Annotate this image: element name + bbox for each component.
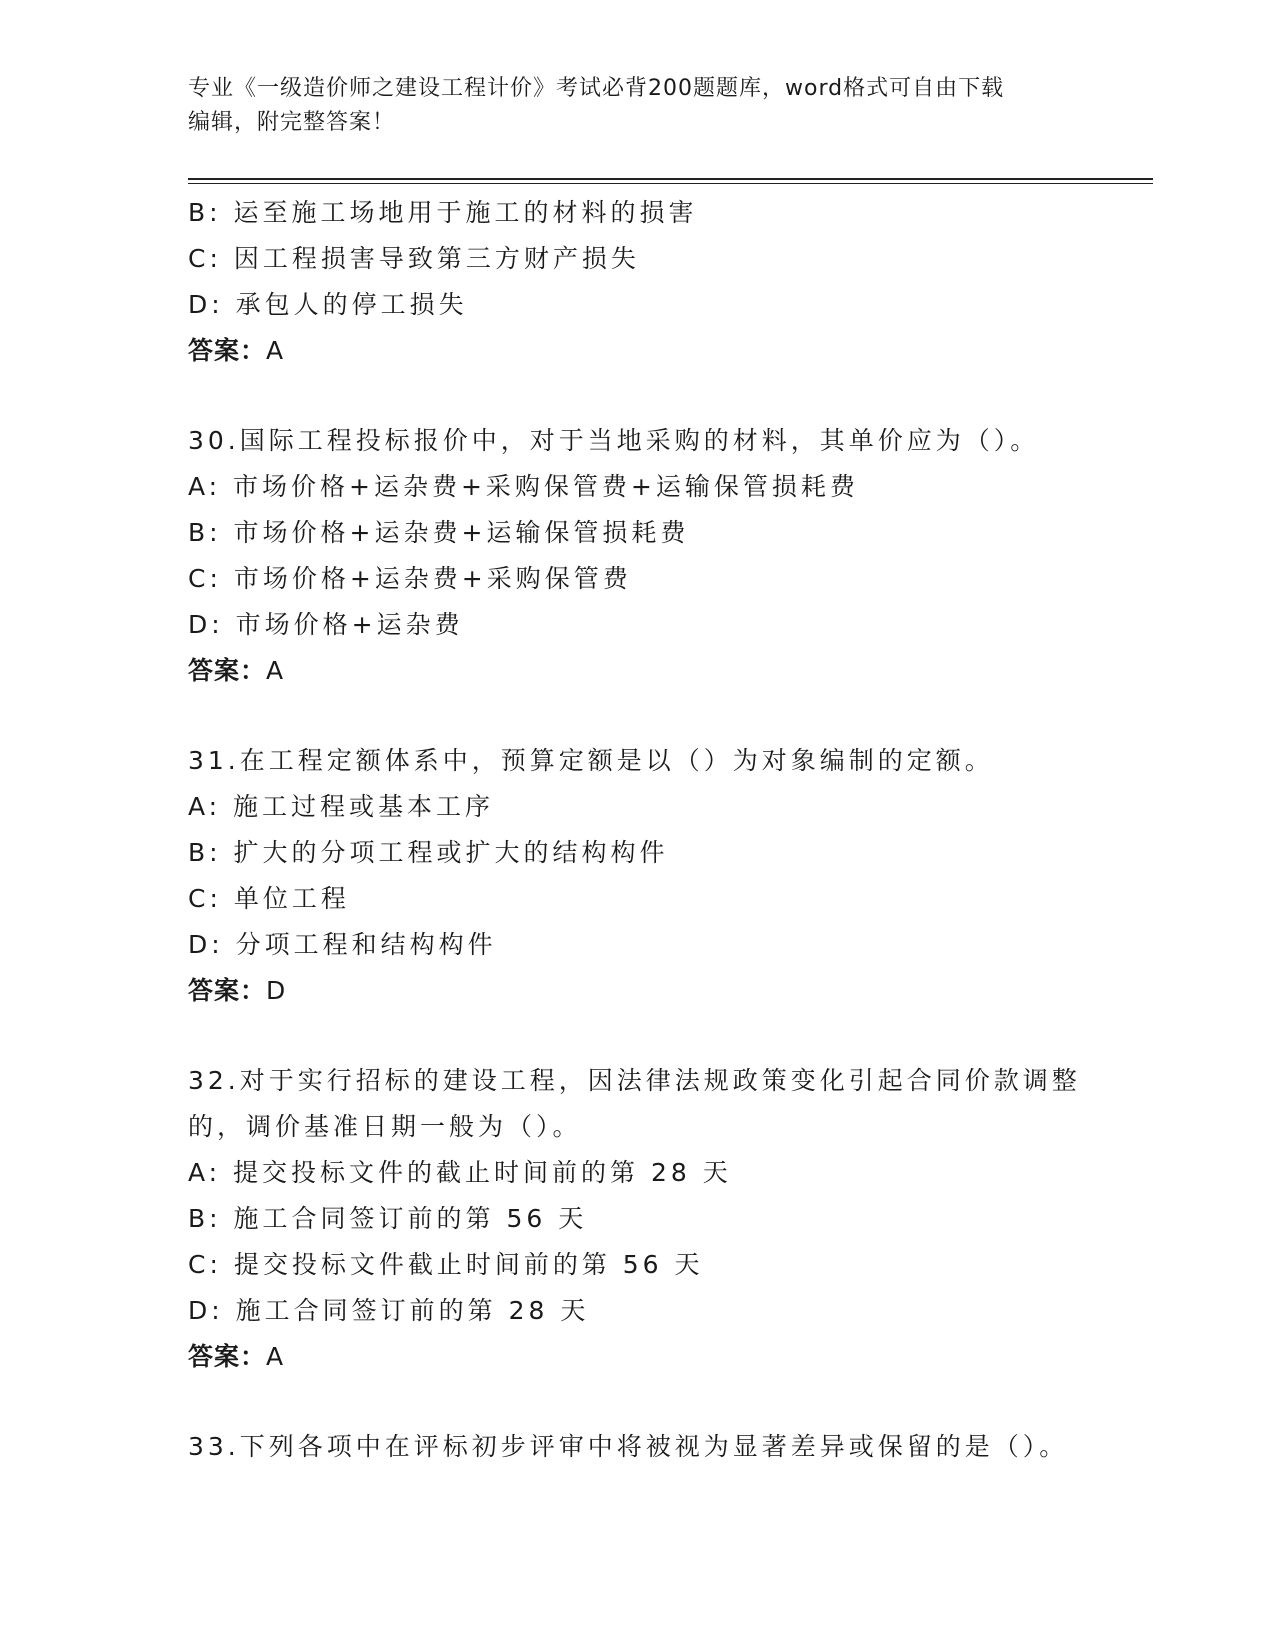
document-header (188, 72, 1088, 140)
question-stem: 30.国际工程投标报价中，对于当地采购的材料，其单价应为（）。 (188, 426, 1040, 455)
answer-value: A (266, 336, 285, 365)
question-31 (188, 738, 1088, 1014)
option-b: B: 市场价格+运杂费+运输保管损耗费 (188, 518, 690, 547)
question-30 (188, 418, 1088, 694)
header-title-line-2: 编辑，附完整答案！ (188, 110, 396, 135)
answer-line (188, 328, 1088, 374)
option-b: B: 运至施工场地用于施工的材料的损害 (188, 198, 698, 227)
option-a: A: 施工过程或基本工序 (188, 792, 495, 821)
answer-label: 答案： (188, 1342, 267, 1371)
answer-value: A (266, 656, 285, 685)
option-a: A: 提交投标文件的截止时间前的第 28 天 (188, 1158, 732, 1187)
document-body (188, 190, 1088, 1470)
answer-line (188, 648, 1088, 694)
option-c: C: 市场价格+运杂费+采购保管费 (188, 564, 632, 593)
answer-value: D (266, 976, 287, 1005)
question-29-continued (188, 190, 1088, 374)
option-c: C: 因工程损害导致第三方财产损失 (188, 244, 640, 273)
question-32 (188, 1058, 1088, 1380)
answer-line (188, 968, 1088, 1014)
option-d: D: 分项工程和结构构件 (188, 930, 497, 959)
option-d: D: 施工合同签订前的第 28 天 (188, 1296, 590, 1325)
header-divider-thin (188, 183, 1153, 184)
option-d: D: 市场价格+运杂费 (188, 610, 464, 639)
answer-label: 答案： (188, 976, 267, 1005)
answer-label: 答案： (188, 336, 267, 365)
option-c: C: 提交投标文件截止时间前的第 56 天 (188, 1250, 704, 1279)
question-stem: 31.在工程定额体系中，预算定额是以（）为对象编制的定额。 (188, 746, 994, 775)
question-stem: 33.下列各项中在评标初步评审中将被视为显著差异或保留的是（）。 (188, 1432, 1069, 1461)
answer-value: A (266, 1342, 285, 1371)
option-d: D: 承包人的停工损失 (188, 290, 468, 319)
option-b: B: 施工合同签订前的第 56 天 (188, 1204, 588, 1233)
question-stem-line-2: 的，调价基准日期一般为（）。 (188, 1112, 582, 1141)
option-c: C: 单位工程 (188, 884, 350, 913)
option-b: B: 扩大的分项工程或扩大的结构构件 (188, 838, 669, 867)
header-divider-thick (188, 178, 1153, 180)
answer-line (188, 1334, 1088, 1380)
header-title-line-1: 专业《一级造价师之建设工程计价》考试必背200题题库，word格式可自由下载 (188, 76, 1005, 101)
option-a: A: 市场价格+运杂费+采购保管费+运输保管损耗费 (188, 472, 859, 501)
answer-label: 答案： (188, 656, 267, 685)
question-stem-line-1: 32.对于实行招标的建设工程，因法律法规政策变化引起合同价款调整 (188, 1066, 1081, 1095)
question-33 (188, 1424, 1088, 1470)
